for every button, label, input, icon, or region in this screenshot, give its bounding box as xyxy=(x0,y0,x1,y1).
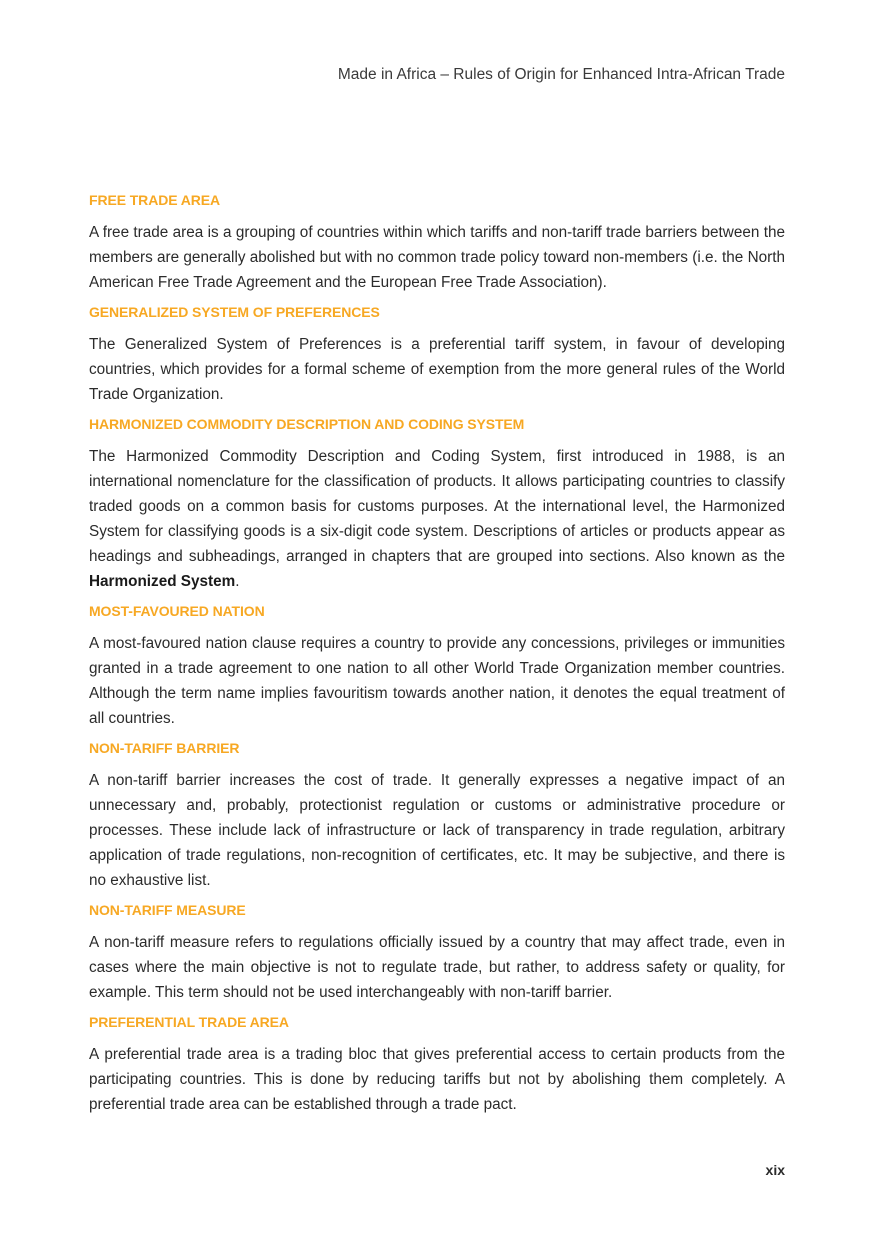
term-definition: The Generalized System of Preferences is a preferential tariff system, in favour of developing countries, which provides for a formal scheme of exemption from the more general rules of the World Trade Organization. xyxy=(89,336,785,403)
running-header: Made in Africa – Rules of Origin for Enhanced Intra-African Trade xyxy=(337,66,785,83)
term-definition-end: . xyxy=(235,573,240,590)
glossary-entry-harmonized-system xyxy=(89,414,785,594)
term-heading: HARMONIZED COMMODITY DESCRIPTION AND CODING SYSTEM xyxy=(89,416,525,432)
glossary xyxy=(89,190,785,1124)
term-definition-bold: Harmonized System xyxy=(89,573,236,590)
glossary-entry-non-tariff-barrier xyxy=(89,738,785,893)
term-definition: A free trade area is a grouping of countries within which tariffs and non-tariff trade barriers between the members are generally abolished but with no common trade policy toward non-members (i.e. the North American Free Trade Agreement and the European Free Trade Association). xyxy=(89,224,785,291)
glossary-entry-preferential-trade-area xyxy=(89,1012,785,1117)
term-heading: NON-TARIFF MEASURE xyxy=(89,902,246,918)
glossary-entry-free-trade-area xyxy=(89,190,785,295)
glossary-entry-non-tariff-measure xyxy=(89,900,785,1005)
term-heading: GENERALIZED SYSTEM OF PREFERENCES xyxy=(89,304,380,320)
term-definition xyxy=(89,444,785,594)
term-definition: A preferential trade area is a trading bloc that gives preferential access to certain products from the participating countries. This is done by reducing tariffs but not by abolishing them completely. A preferential trade area can be established through a trade pact. xyxy=(89,1046,785,1113)
term-heading: MOST-FAVOURED NATION xyxy=(89,603,265,619)
glossary-entry-most-favoured-nation xyxy=(89,601,785,731)
page-number: xix xyxy=(765,1162,785,1178)
term-definition: A non-tariff measure refers to regulations officially issued by a country that may affect trade, even in cases where the main objective is not to regulate trade, but rather, to address safety or quality, for example. This term should not be used interchangeably with non-tariff barrier. xyxy=(89,934,785,1001)
term-heading: NON-TARIFF BARRIER xyxy=(89,740,240,756)
term-heading: PREFERENTIAL TRADE AREA xyxy=(89,1014,289,1030)
term-heading: FREE TRADE AREA xyxy=(89,192,220,208)
glossary-entry-generalized-system-of-preferences xyxy=(89,302,785,407)
term-definition: A most-favoured nation clause requires a country to provide any concessions, privileges or immunities granted in a trade agreement to one nation to all other World Trade Organization member countries. Although the term name implies favouritism towards another nation, it denotes the equal treatment of all countries. xyxy=(89,635,785,727)
term-definition: A non-tariff barrier increases the cost of trade. It generally expresses a negative impact of an unnecessary and, probably, protectionist regulation or customs or administrative procedure or processes. These include lack of infrastructure or lack of transparency in trade regulation, arbitrary application of trade regulations, non-recognition of certificates, etc. It may be subjective, and there is no exhaustive list. xyxy=(89,772,785,889)
term-definition-text: The Harmonized Commodity Description and Coding System, first introduced in 1988, is an international nomenclature for the classification of products. It allows participating countries to classify traded goods on a common basis for customs purposes. At the international level, the Harmonized System for classifying goods is a six-digit code system. Descriptions of articles or products appear as headings and subheadings, arranged in chapters that are grouped into sections. Also known as the xyxy=(89,448,785,565)
